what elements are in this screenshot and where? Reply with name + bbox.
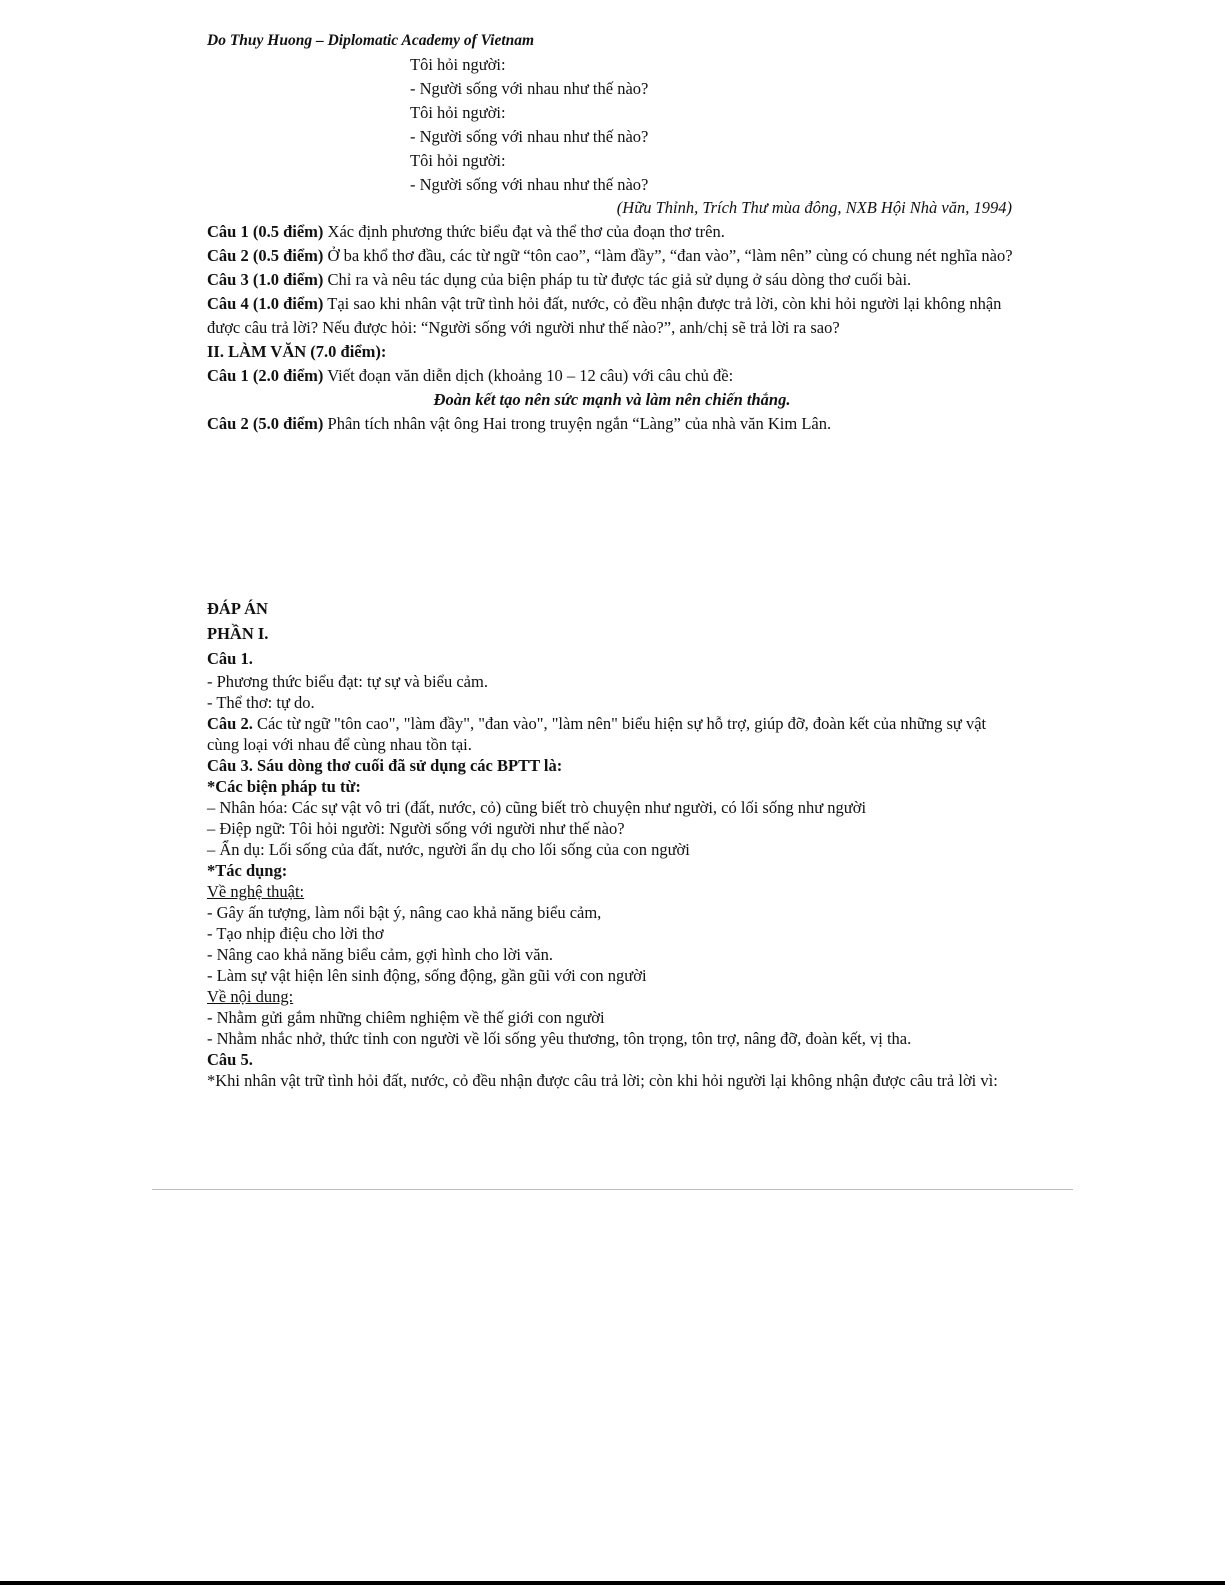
question-text: Ở ba khổ thơ đầu, các từ ngữ “tôn cao”, “làm đầy”, “đan vào”, “làm nên” cùng có chung nét nghĩa nào?: [323, 246, 1013, 265]
answer-5-title: Câu 5.: [207, 1050, 253, 1069]
answer-line: - Gây ấn tượng, làm nổi bật ý, nâng cao khả năng biểu cảm,: [207, 903, 602, 922]
question-text: Xác định phương thức biểu đạt và thể thơ của đoạn thơ trên.: [323, 222, 725, 241]
writing-question-1: [207, 364, 1017, 388]
answer-title: ĐÁP ÁN: [207, 599, 268, 618]
poem-line: Tôi hỏi người:: [410, 55, 506, 74]
question-text: Chỉ ra và nêu tác dụng của biện pháp tu từ được tác giả sử dụng ở sáu dòng thơ cuối bài.: [323, 270, 912, 289]
question-label: Câu 4 (1.0 điểm): [207, 294, 324, 313]
answer-text: Các từ ngữ "tôn cao", "làm đầy", "đan vào", "làm nên" biểu hiện sự hỗ trợ, giúp đỡ, đoàn kết của những sự vật cùng loại với nhau để cùng nhau tồn tại.: [207, 714, 987, 754]
question-1: [207, 220, 1017, 244]
nghethuat-title: Về nghệ thuật:: [207, 882, 305, 901]
section-2-heading: [207, 340, 1017, 364]
bottom-edge-bar: [0, 1581, 1225, 1585]
poem-line: - Người sống với nhau như thế nào?: [410, 175, 649, 194]
topic-sentence: Đoàn kết tạo nên sức mạnh và làm nên chiến thắng.: [433, 390, 791, 409]
poem-excerpt: [410, 53, 648, 197]
question-label: Câu 3 (1.0 điểm): [207, 270, 324, 289]
question-4: [207, 292, 1017, 340]
nghethuat-heading: [207, 881, 1017, 902]
page-divider: [152, 1189, 1073, 1190]
answer-line: – Nhân hóa: Các sự vật vô tri (đất, nước, cỏ) cũng biết trò chuyện như người, có lối sống như người: [207, 798, 867, 817]
question-label: Câu 1 (0.5 điểm): [207, 222, 324, 241]
answer-3-title: Câu 3. Sáu dòng thơ cuối đã sử dụng các BPTT là:: [207, 756, 563, 775]
answer-part-heading: PHẦN I.: [207, 623, 269, 643]
tacdung-heading: [207, 860, 1017, 881]
answer-line: - Làm sự vật hiện lên sinh động, sống động, gần gũi với con người: [207, 966, 647, 985]
bptt-heading: [207, 776, 1017, 797]
answer-line: - Phương thức biểu đạt: tự sự và biểu cảm.: [207, 672, 488, 691]
answer-5-text: *Khi nhân vật trữ tình hỏi đất, nước, cỏ đều nhận được câu trả lời; còn khi hỏi người lại không nhận được câu trả lời vì:: [207, 1071, 998, 1090]
poem-source: (Hữu Thỉnh, Trích Thư mùa đông, NXB Hội Nhà văn, 1994): [616, 198, 1012, 217]
questions-section: [207, 220, 1017, 436]
noidung-heading: [207, 986, 1017, 1007]
answer-line: - Nhằm gửi gắm những chiêm nghiệm về thế giới con người: [207, 1008, 605, 1027]
answer-line: - Nhằm nhắc nhở, thức tỉnh con người về lối sống yêu thương, tôn trọng, tôn trợ, nâng đỡ, đoàn kết, vị tha.: [207, 1029, 912, 1048]
question-text: Tại sao khi nhân vật trữ tình hỏi đất, nước, cỏ đều nhận được trả lời, còn khi hỏi người lại không nhận được câu trả lời? Nếu được hỏi: “Người sống với người như thế nào?”, anh/chị sẽ trả lời ra sao?: [207, 294, 1002, 337]
bptt-title: *Các biện pháp tu từ:: [207, 777, 361, 796]
answer-line: - Nâng cao khả năng biểu cảm, gợi hình cho lời văn.: [207, 945, 553, 964]
poem-line: Tôi hỏi người:: [410, 151, 506, 170]
answer-3-heading: [207, 755, 1017, 776]
writing-question-2: [207, 412, 1017, 436]
answer-line: – Điệp ngữ: Tôi hỏi người: Người sống với người như thế nào?: [207, 819, 625, 838]
question-label: Câu 1 (2.0 điểm): [207, 366, 324, 385]
answer-2: [207, 713, 1017, 755]
answer-line: – Ẩn dụ: Lối sống của đất, nước, người ẩn dụ cho lối sống của con người: [207, 840, 690, 859]
section-2-title: II. LÀM VĂN (7.0 điểm):: [207, 342, 387, 361]
noidung-title: Về nội dung:: [207, 987, 294, 1006]
answer-1-heading: Câu 1.: [207, 649, 253, 668]
question-label: Câu 2 (0.5 điểm): [207, 246, 324, 265]
question-text: Viết đoạn văn diễn dịch (khoảng 10 – 12 câu) với câu chủ đề:: [323, 366, 734, 385]
question-3: [207, 268, 1017, 292]
answer-5-heading: [207, 1049, 1017, 1070]
poem-line: Tôi hỏi người:: [410, 103, 506, 122]
poem-line: - Người sống với nhau như thế nào?: [410, 79, 649, 98]
answer-line: - Thể thơ: tự do.: [207, 693, 315, 712]
question-text: Phân tích nhân vật ông Hai trong truyện ngắn “Làng” của nhà văn Kim Lân.: [323, 414, 832, 433]
question-label: Câu 2 (5.0 điểm): [207, 414, 324, 433]
answer-line: - Tạo nhịp điệu cho lời thơ: [207, 924, 384, 943]
answers-section: [207, 597, 1017, 1091]
poem-line: - Người sống với nhau như thế nào?: [410, 127, 649, 146]
answer-label: Câu 2.: [207, 714, 253, 733]
tacdung-title: *Tác dụng:: [207, 861, 288, 880]
question-2: [207, 244, 1017, 268]
page-header: Do Thuy Huong – Diplomatic Academy of Vietnam: [207, 32, 535, 49]
